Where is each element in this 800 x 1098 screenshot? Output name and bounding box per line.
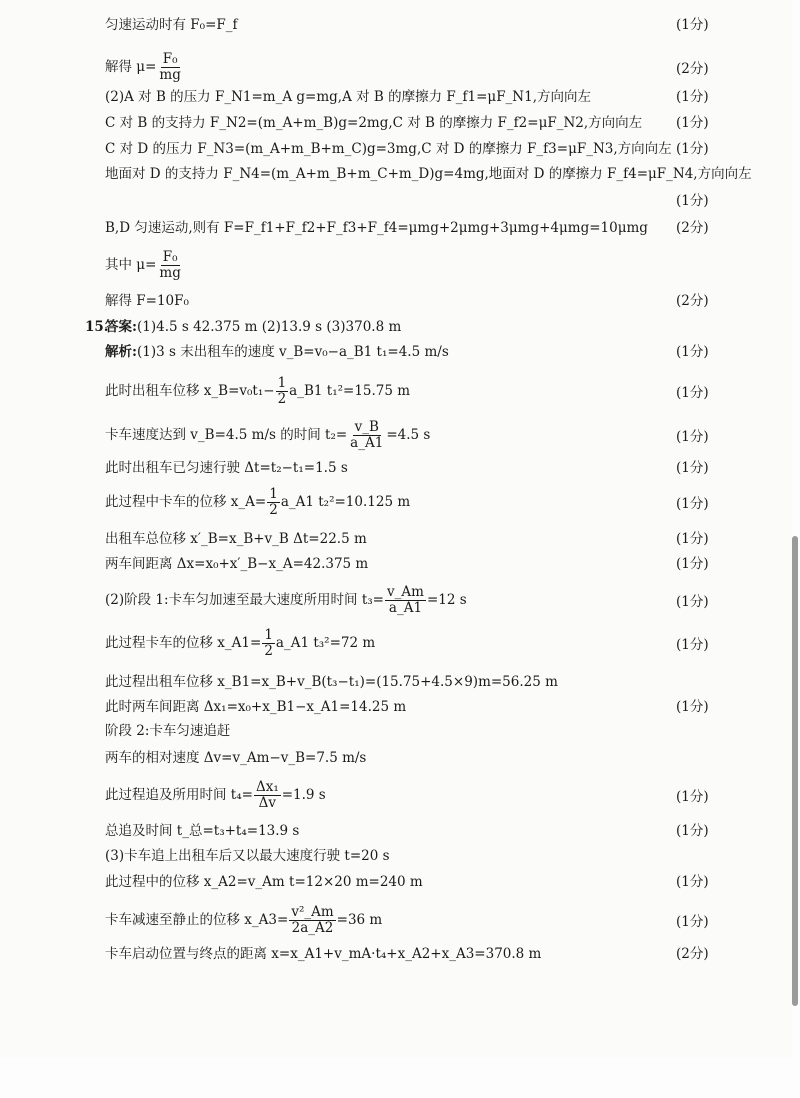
equation-text: 此时出租车位移 x_B=v₀t₁− $\frac{1}{2}$ a_B1 t₁²=15.75 m xyxy=(105,375,411,407)
score-label: (1分) xyxy=(676,914,709,930)
equation-text: B,D 匀速运动,则有 F=F_f1+F_f2+F_f3+F_f4=μmg+2μmg+3μmg+4μmg=10μmg xyxy=(105,220,648,236)
equation-text: 其中 μ= $\frac{\text{F₀}}{mg}$ xyxy=(105,249,181,281)
equation-text: 出租车总位移 x′_B=x_B+v_B Δt=22.5 m xyxy=(105,531,367,547)
fraction: $\frac{1}{2}$ xyxy=(269,486,278,518)
equation-text: 此过程卡车的位移 x_A1= $\frac{1}{2}$ a_A1 t₃²=72 m xyxy=(105,627,376,659)
score-label: (1分) xyxy=(676,115,709,131)
equation-text: (1)3 s 末出租车的速度 v_B=v₀−a_B1 t₁=4.5 m/s xyxy=(136,344,449,360)
equation-text: (2)阶段 1:卡车匀加速至最大速度所用时间 t₃= $\frac{v\_Am}{a\_A1}$ =12 s xyxy=(105,584,467,616)
scrollbar-thumb[interactable] xyxy=(792,536,798,1006)
fraction: $\frac{1}{2}$ xyxy=(277,375,287,407)
score-label: (2分) xyxy=(676,946,709,962)
score-label: (1分) xyxy=(676,823,709,839)
fraction: $\frac{1}{2}$ xyxy=(264,627,273,659)
score-label: (2分) xyxy=(676,61,709,77)
equation-text: 总追及时间 t_总=t₃+t₄=13.9 s xyxy=(105,823,300,839)
equation-text: 此过程出租车位移 x_B1=x_B+v_B(t₃−t₁)=(15.75+4.5×9)m=56.25 m xyxy=(105,674,558,690)
equation-text: 此时出租车已匀速行驶 Δt=t₂−t₁=1.5 s xyxy=(105,460,348,476)
score-label: (1分) xyxy=(676,344,709,360)
score-label: (1分) xyxy=(676,385,709,401)
score-label: (1分) xyxy=(676,89,709,105)
score-label: (1分) xyxy=(676,594,709,610)
equation-text: 卡车速度达到 v_B=4.5 m/s 的时间 t₂= $\frac{v\_B}{a\_A1}$ =4.5 s xyxy=(105,419,431,451)
fraction: $\frac{v\_B}{a\_A1}$ xyxy=(350,419,384,451)
equation-text: 此过程追及所用时间 t₄= $\frac{\text{Δx₁}}{\Delta v}$ =1.9 s xyxy=(105,779,326,811)
equation-text: 两车间距离 Δx=x₀+x′_B−x_A=42.375 m xyxy=(105,556,369,572)
fraction: $\frac{v\_Am}{a\_A1}$ xyxy=(387,584,424,616)
equation-text: 卡车启动位置与终点的距离 x=x_A1+v_mA·t₄+x_A2+x_A3=370.8 m xyxy=(105,946,542,962)
equation-text: 此时两车间距离 Δx₁=x₀+x_B1−x_A1=14.25 m xyxy=(105,699,407,715)
equation-text: 匀速运动时有 F₀=F_f xyxy=(105,17,238,33)
equation-text: 此过程中卡车的位移 x_A= $\frac{1}{2}$ a_A1 t₂²=10.125 m xyxy=(105,486,411,518)
score-label: (2分) xyxy=(676,220,709,236)
score-label: (1分) xyxy=(676,460,709,476)
score-label: (1分) xyxy=(676,17,709,33)
equation-text: 地面对 D 的支持力 F_N4=(m_A+m_B+m_C+m_D)g=4mg,地面对 D 的摩擦力 F_f4=μF_N4,方向向左 xyxy=(105,166,752,182)
score-label: (1分) xyxy=(676,496,709,512)
score-label: (1分) xyxy=(676,699,709,715)
equation-text: (2)A 对 B 的压力 F_N1=m_A g=mg,A 对 B 的摩擦力 F_f1=μF_N1,方向向左 xyxy=(105,89,591,105)
score-label: (1分) xyxy=(676,193,709,209)
score-label: (1分) xyxy=(676,429,709,445)
question-number: 15. xyxy=(85,319,109,335)
section-heading: 阶段 2:卡车匀速追赶 xyxy=(105,723,231,739)
score-label: (1分) xyxy=(676,637,709,653)
score-label: (1分) xyxy=(676,874,709,890)
score-label: (1分) xyxy=(676,531,709,547)
equation-text: (3)卡车追上出租车后又以最大速度行驶 t=20 s xyxy=(105,848,390,864)
equation-text: 解得 μ= $\frac{\text{F₀}}{mg}$ xyxy=(105,51,181,83)
score-label: (2分) xyxy=(676,293,709,309)
fraction: $\frac{\text{F₀}}{mg}$ xyxy=(159,51,181,83)
equation-text: 此过程中的位移 x_A2=v_Am t=12×20 m=240 m xyxy=(105,874,423,890)
score-label: (1分) xyxy=(676,556,709,572)
analysis-label: 解析: xyxy=(105,344,137,360)
answer-label: 答案: xyxy=(105,319,137,335)
fraction: $\frac{\text{v²\_Am}}{2a\_A2}$ xyxy=(291,904,334,936)
fraction: $\frac{\text{F₀}}{mg}$ xyxy=(159,249,181,281)
equation-text: 两车的相对速度 Δv=v_Am−v_B=7.5 m/s xyxy=(105,750,367,766)
equation-text: C 对 B 的支持力 F_N2=(m_A+m_B)g=2mg,C 对 B 的摩擦力 F_f2=μF_N2,方向向左 xyxy=(105,115,643,131)
fraction: $\frac{\text{Δx₁}}{\Delta v}$ xyxy=(255,779,279,811)
answer-text: (1)4.5 s 42.375 m (2)13.9 s (3)370.8 m xyxy=(136,319,402,335)
equation-text: 卡车减速至静止的位移 x_A3= $\frac{\text{v²\_Am}}{2a\_A2}$ =36 m xyxy=(105,904,383,936)
equation-text: C 对 D 的压力 F_N3=(m_A+m_B+m_C)g=3mg,C 对 D 的摩擦力 F_f3=μF_N3,方向向左 xyxy=(105,141,672,157)
equation-text: 解得 F=10F₀ xyxy=(105,293,189,309)
score-label: (1分) xyxy=(676,789,709,805)
score-label: (1分) xyxy=(676,141,709,157)
